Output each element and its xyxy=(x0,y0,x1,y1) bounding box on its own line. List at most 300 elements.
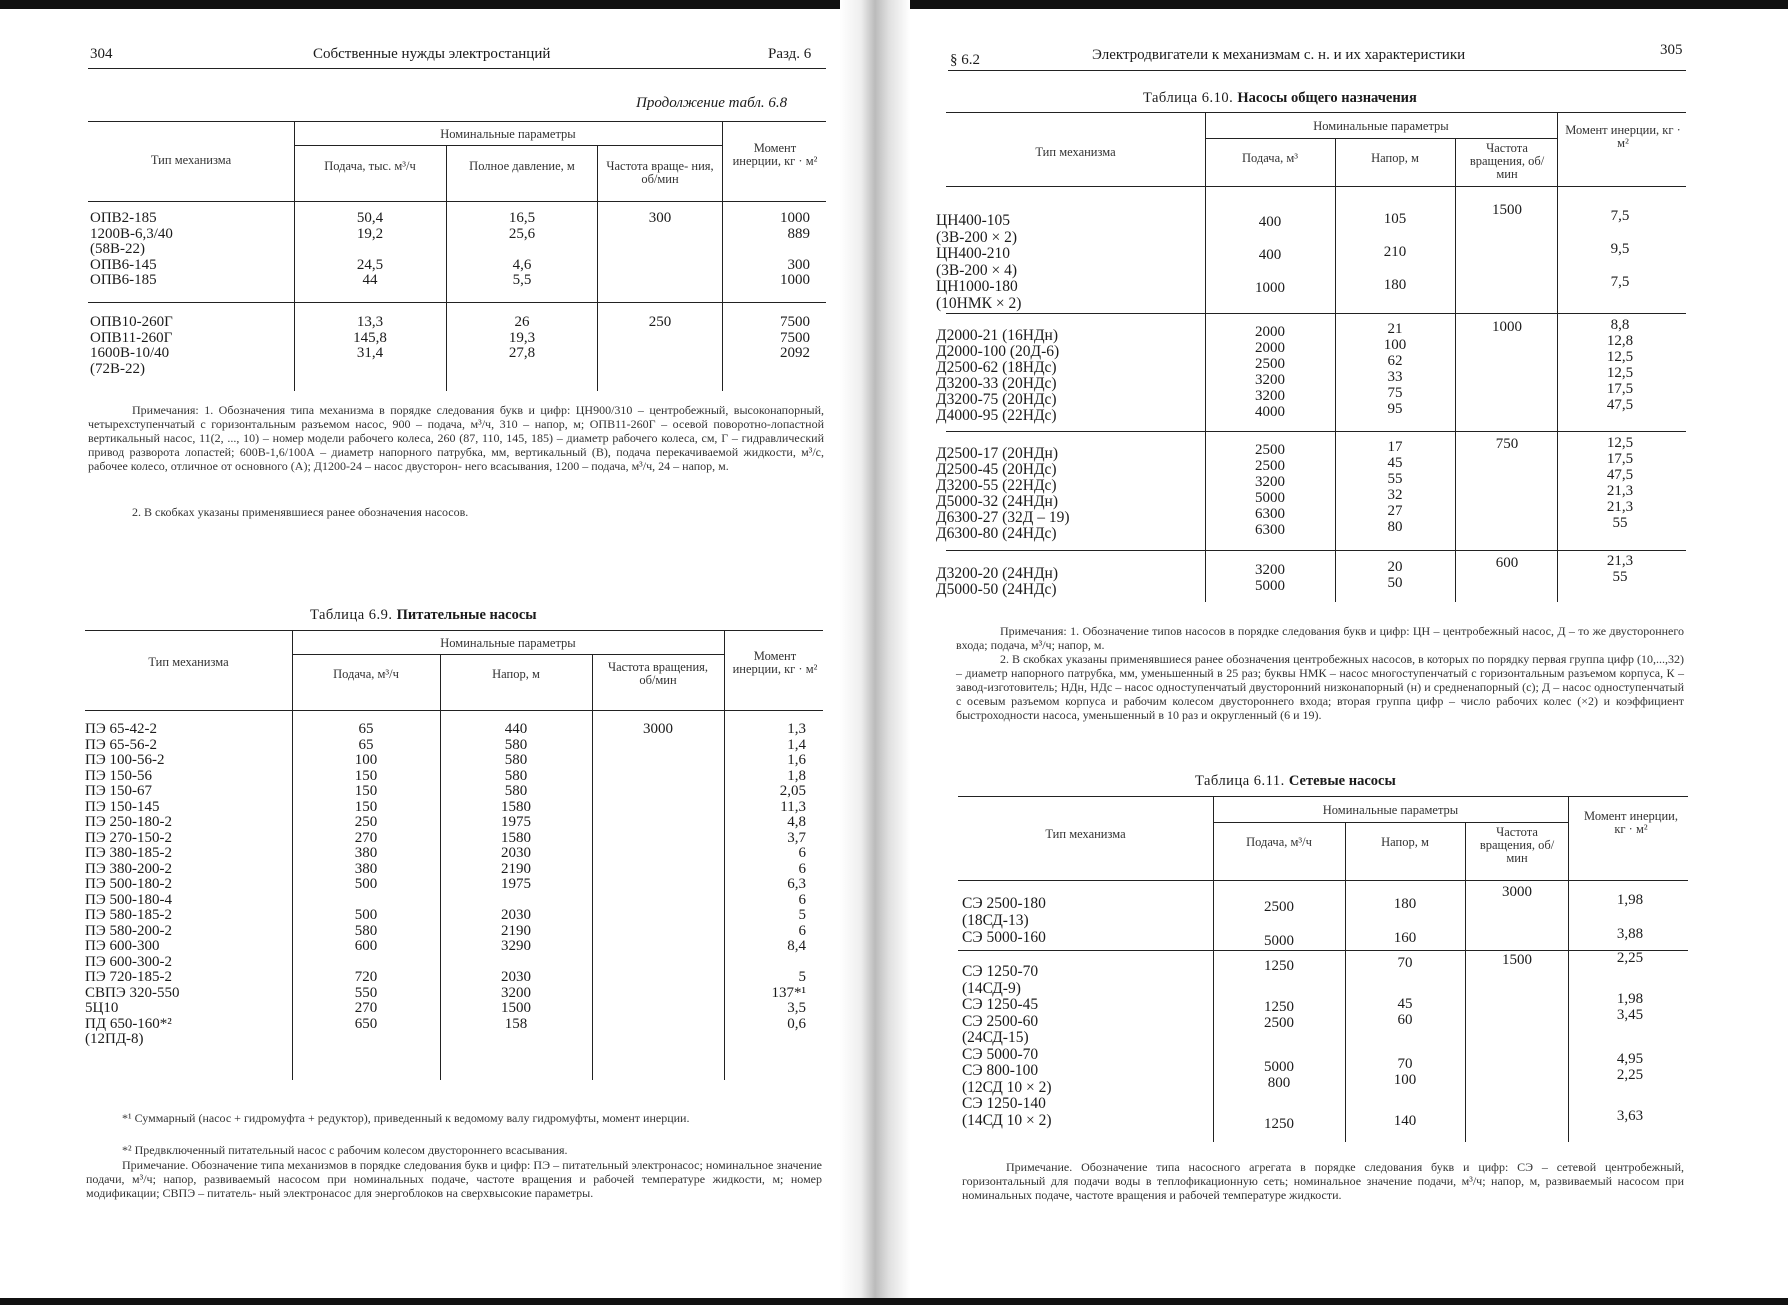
value-cell: 2030 xyxy=(501,845,531,861)
mechanism-type: ПЭ 580-200-2 xyxy=(85,922,172,939)
value-cell: 100 xyxy=(1383,337,1407,353)
col-header-inertia: Момент инерции, кг · м² xyxy=(732,141,818,168)
mechanism-type: СЭ 5000-160 xyxy=(962,929,1046,946)
freq-cell: 3000 xyxy=(643,721,673,737)
value-cell: 500 xyxy=(354,876,378,892)
book-gutter xyxy=(840,0,910,1305)
col-rule xyxy=(1465,822,1466,1142)
table-top-rule xyxy=(946,112,1686,113)
inertia-cells xyxy=(1580,317,1660,413)
value-cell: 5,5 xyxy=(512,272,532,288)
mechanism-type: ПЭ 150-67 xyxy=(85,783,152,799)
col-header-type: Тип механизма xyxy=(150,153,232,167)
value-cell: 1000 xyxy=(1255,280,1285,296)
value-cell: 1,98 xyxy=(1616,990,1644,1007)
col-rule xyxy=(1205,112,1206,602)
value-cell: 1975 xyxy=(501,876,531,892)
left-section: Разд. 6 xyxy=(768,46,812,62)
mechanism-type: ЦН400-210 xyxy=(936,245,1011,262)
freq-cell: 600 xyxy=(1495,555,1519,571)
value-cell: 1,4 xyxy=(787,736,806,753)
mechanism-type: ПЭ 500-180-2 xyxy=(85,876,172,892)
value-cell: 55 xyxy=(1387,471,1403,487)
spacer xyxy=(1236,975,1322,999)
table-top-rule xyxy=(85,630,823,631)
value-cell: 550 xyxy=(354,984,378,1001)
value-cell: 105 xyxy=(1383,211,1407,227)
mechanism-type: Д6300-27 (32Д – 19) xyxy=(936,509,1070,526)
caption-title: Питательные насосы xyxy=(396,607,537,623)
blank-cell xyxy=(458,242,586,258)
col-rule xyxy=(722,121,723,391)
mechanism-type: Д3200-20 (24НДн) xyxy=(936,565,1058,582)
mechanism-type: Д3200-33 (20НДс) xyxy=(936,375,1057,392)
value-cell: 12,5 xyxy=(1606,435,1634,451)
scan-edge-bottom xyxy=(0,1298,1788,1305)
caption-title: Сетевые насосы xyxy=(1288,773,1396,789)
value-cell: 21,3 xyxy=(1606,499,1634,515)
mechanism-type: ПЭ 380-200-2 xyxy=(85,860,172,877)
value-cell: 3,63 xyxy=(1616,1107,1644,1124)
mechanism-type: ЦН400-105 xyxy=(936,212,1011,229)
table-6-9-caption xyxy=(310,607,537,624)
inertia-cells xyxy=(1590,950,1670,1124)
value-cell: 3200 xyxy=(1255,372,1285,388)
table-row xyxy=(90,211,173,289)
value-cell: 800 xyxy=(1267,1075,1291,1091)
value-cell: 2190 xyxy=(501,860,531,877)
mechanism-type: (24СД-15) xyxy=(962,1029,1029,1046)
mechanism-type: ПЭ 250-180-2 xyxy=(85,814,172,830)
col-header-nominal: Номинальные параметры xyxy=(440,636,576,650)
value-cell: 2,25 xyxy=(1616,1067,1644,1083)
table-6-10-note-2: 2. В скобках указаны применявшиеся ранее обозначения центробежных насосов, в которых по порядку первая группа цифр (10,...,32) – диаметр напорного патрубка, мм, уменьшенный в 25 раз; буквы НМК – насос многоступенчатый с горизонтальным разъемом корпуса, К – завод-изготовитель; НДн, НДс – насос одноступенчатый двусторонний низконапорный (н) и средненапорный (с); Д – насос одноступенчатый с осевым разъемом корпуса и рабочим колесом двустороннего входа; вторая группа цифр – число рабочих колес (×2) и коэффициент быстроходности насоса, уменьшенный в 10 раз и округленный (6 и 19). xyxy=(956,652,1684,722)
value-cell: 600 xyxy=(354,938,378,954)
value-cell: 2,25 xyxy=(1616,950,1644,966)
mechanism-type: ПЭ 600-300 xyxy=(85,938,160,954)
mechanism-type: СЭ 5000-70 xyxy=(962,1045,1039,1063)
value-cell: 21,3 xyxy=(1606,553,1634,569)
mechanism-type: (14СД-9) xyxy=(962,979,1021,997)
value-cell: 5000 xyxy=(1255,578,1285,594)
table-sub-rule xyxy=(292,654,724,655)
col-header-type: Тип механизма xyxy=(148,655,229,669)
head-cells xyxy=(1372,887,1438,955)
value-cell: 6 xyxy=(798,860,806,877)
value-cell: 2030 xyxy=(501,969,531,985)
value-cell: 889 xyxy=(787,225,810,242)
mechanism-type: Д3200-75 (20НДс) xyxy=(936,391,1057,408)
freq-cell: 1500 xyxy=(1502,952,1532,968)
inertia-cells xyxy=(740,315,810,362)
value-cell: 9,5 xyxy=(1610,241,1630,257)
value-cell: 45 xyxy=(1397,995,1413,1012)
col-header-freq: Частота вращения, об/мин xyxy=(1479,825,1555,865)
value-cell: 1250 xyxy=(1264,998,1294,1015)
value-cell: 300 xyxy=(787,256,810,273)
blank-cell xyxy=(736,955,806,971)
col-header-feed: Подача, м³ xyxy=(1241,151,1299,165)
value-cell: 100 xyxy=(354,752,378,768)
mechanism-type: ПЭ 150-56 xyxy=(85,767,152,784)
value-cell: 1500 xyxy=(501,1000,531,1016)
mechanism-type: СЭ 2500-180 xyxy=(962,895,1046,912)
value-cell: 5000 xyxy=(1264,933,1294,949)
mechanism-type: СЭ 800-100 xyxy=(962,1062,1039,1079)
value-cell: 3,88 xyxy=(1616,926,1644,942)
mechanism-type: Д5000-50 (24НДс) xyxy=(936,581,1057,598)
inertia-cells xyxy=(740,211,810,289)
left-page-number: 304 xyxy=(90,46,113,62)
table-6-11-caption xyxy=(1195,773,1396,790)
footnote-1: *¹ Суммарный (насос + гидромуфта + редуктор), приведенный к ведомому валу гидромуфты, момент инерции. xyxy=(122,1111,690,1125)
value-cell: 2000 xyxy=(1255,340,1285,356)
head-cells xyxy=(1360,203,1430,302)
mechanism-type: СЭ 2500-60 xyxy=(962,1012,1039,1030)
mechanism-type: ОПВ10-260Г xyxy=(90,314,173,330)
caption-prefix: Таблица 6.9. xyxy=(310,607,393,623)
spacer xyxy=(1590,1084,1670,1108)
value-cell: 65 xyxy=(358,721,374,737)
blank-cell xyxy=(306,242,434,258)
value-cell: 4,6 xyxy=(512,256,532,273)
table-header-rule xyxy=(946,186,1686,187)
value-cell: 6300 xyxy=(1255,506,1285,522)
value-cell: 19,2 xyxy=(356,225,384,242)
value-cell: 21,3 xyxy=(1606,483,1634,499)
value-cell: 31,4 xyxy=(356,345,384,361)
table-header-rule xyxy=(958,880,1688,881)
mechanism-type: (12ПД-8) xyxy=(85,1031,144,1047)
caption-title: Насосы общего назначения xyxy=(1237,90,1417,106)
value-cell: 270 xyxy=(354,829,378,846)
col-header-feed: Подача, тыс. м³/ч xyxy=(324,159,416,173)
caption-prefix: Таблица 6.10. xyxy=(1143,90,1234,106)
feed-column xyxy=(318,722,414,1032)
value-cell: 20 xyxy=(1387,559,1403,575)
mechanism-type: Д3200-55 (22НДс) xyxy=(936,477,1057,494)
value-cell: 27,8 xyxy=(508,345,536,361)
col-rule xyxy=(1345,822,1346,1142)
col-header-freq: Частота враще- ния, об/мин xyxy=(606,159,714,186)
value-cell: 3200 xyxy=(1255,474,1285,490)
value-cell: 580 xyxy=(504,752,528,768)
col-header-type: Тип механизма xyxy=(1035,145,1116,159)
mechanism-type: 1200В-6,3/40 xyxy=(90,225,173,242)
value-cell: 180 xyxy=(1383,277,1407,293)
mechanism-type: ЦН1000-180 xyxy=(936,278,1018,295)
inertia-cells xyxy=(1580,200,1660,299)
value-cell: 5 xyxy=(798,907,806,923)
value-cell: 400 xyxy=(1258,214,1282,230)
pressure-cells xyxy=(458,211,586,289)
col-rule xyxy=(294,121,295,391)
value-cell: 180 xyxy=(1393,896,1417,912)
value-cell: 500 xyxy=(354,907,378,923)
value-cell: 270 xyxy=(354,1000,378,1016)
value-cell: 24,5 xyxy=(356,256,384,273)
value-cell: 6 xyxy=(798,922,806,939)
value-cell: 70 xyxy=(1397,1055,1413,1072)
table-top-rule xyxy=(958,796,1688,797)
table-header-rule xyxy=(85,710,823,711)
head-column xyxy=(470,722,562,1032)
col-header-type: Тип механизма xyxy=(1045,827,1126,841)
value-cell: 1,98 xyxy=(1616,892,1644,908)
value-cell: 32 xyxy=(1387,487,1403,503)
mechanism-type: ПЭ 500-180-4 xyxy=(85,891,172,908)
value-cell: 12,5 xyxy=(1606,349,1634,365)
freq-cell: 1000 xyxy=(1492,319,1522,335)
freq-cell: 3000 xyxy=(1502,884,1532,900)
type-group xyxy=(962,895,1046,946)
mechanism-type: Д6300-80 (24НДс) xyxy=(936,525,1057,542)
table-6-8-note: Примечания: 1. Обозначения типа механизма в порядке следования букв и цифр: ЦН900/310 – центробежный, высоконапорный, четырехступенчатый с горизонтальным разъемом насос, 900 – подача, м³/ч, 310 – напор, м; ОПВ11-260Г – осевой поворотно-лопастной вертикальный насос, 11(2, ..., 10) – номер модели рабочего колеса, 260 (87, 110, 145, 185) – диаметр рабочего колеса, см, Г – гидравлический привод разворота лопастей; 600В-1,6/100А – диаметр напорного патрубка, мм, вертикальный (В), подача перекачиваемой жидкости, м³/с, рабочее колесо, отличное от основного (А); Д1200-24 – насос двусторон- него всасывания, 1200 – подача, м³/ч, 24 – напор, м. xyxy=(88,403,824,473)
mechanism-type: (3В-200 × 4) xyxy=(936,261,1018,279)
mechanism-type: (14СД 10 × 2) xyxy=(962,1111,1052,1129)
value-cell: 65 xyxy=(358,736,374,753)
feed-cells xyxy=(1230,206,1310,305)
value-cell: 150 xyxy=(354,798,378,815)
col-rule xyxy=(1335,138,1336,602)
table-6-10-caption xyxy=(1143,90,1417,107)
mechanism-type: ПЭ 270-150-2 xyxy=(85,829,172,846)
mechanism-type: (58В-22) xyxy=(90,241,145,257)
value-cell: 2190 xyxy=(501,922,531,939)
mechanism-type: (3В-200 × 2) xyxy=(936,228,1018,246)
value-cell: 75 xyxy=(1387,385,1403,401)
value-cell: 6,3 xyxy=(787,876,806,892)
col-header-inertia: Момент инерции, кг · м² xyxy=(1584,809,1678,836)
value-cell: 2500 xyxy=(1255,356,1285,372)
mechanism-type: ПЭ 720-185-2 xyxy=(85,969,172,985)
mechanism-type: Д4000-95 (22НДс) xyxy=(936,407,1057,424)
value-cell: 50 xyxy=(1387,575,1403,591)
mechanism-type: ОПВ2-185 xyxy=(90,210,157,226)
spacer xyxy=(1372,972,1438,996)
value-cell: 580 xyxy=(504,736,528,753)
pressure-cells xyxy=(458,315,586,362)
value-cell: 0,6 xyxy=(787,1015,806,1032)
value-cell: 140 xyxy=(1393,1112,1417,1129)
type-column xyxy=(85,722,180,1048)
table-sub-rule xyxy=(1213,822,1568,823)
value-cell: 3,5 xyxy=(787,1000,806,1016)
col-rule xyxy=(1455,138,1456,602)
mechanism-type: ОПВ11-260Г xyxy=(90,329,173,346)
col-rule xyxy=(1568,796,1569,1142)
col-rule xyxy=(1557,112,1558,602)
spacer xyxy=(1590,1024,1670,1051)
value-cell: 4,8 xyxy=(787,814,806,830)
mechanism-type: ОПВ6-145 xyxy=(90,256,157,273)
value-cell: 33 xyxy=(1387,369,1403,385)
table-sub-rule xyxy=(1205,138,1557,139)
spacer xyxy=(1372,1029,1438,1056)
mechanism-type: (18СД-13) xyxy=(962,912,1029,929)
right-page-number: 305 xyxy=(1660,42,1683,58)
col-header-inertia: Момент инерции, кг · м² xyxy=(732,649,818,676)
col-header-feed: Подача, м³/ч xyxy=(1246,835,1312,849)
value-cell: 27 xyxy=(1387,503,1403,519)
value-cell: 60 xyxy=(1397,1012,1413,1028)
value-cell: 210 xyxy=(1383,244,1407,260)
value-cell: 5000 xyxy=(1255,490,1285,506)
mechanism-type: СЭ 1250-45 xyxy=(962,996,1039,1013)
feed-cells xyxy=(306,211,434,289)
feed-cells xyxy=(1236,958,1322,1132)
value-cell: 47,5 xyxy=(1606,467,1634,483)
mechanism-type: 5Ц10 xyxy=(85,1000,119,1016)
mechanism-type: ПЭ 380-185-2 xyxy=(85,845,172,861)
value-cell: 150 xyxy=(354,783,378,799)
col-header-nominal: Номинальные параметры xyxy=(1322,803,1459,817)
type-group xyxy=(962,964,1052,1129)
inertia-column xyxy=(736,722,806,1032)
value-cell: 580 xyxy=(354,922,378,939)
mechanism-type: Д2000-21 (16НДн) xyxy=(936,327,1058,344)
header-rule xyxy=(948,70,1686,71)
mechanism-type: ПЭ 65-42-2 xyxy=(85,721,157,737)
mechanism-type: ПЭ 150-145 xyxy=(85,798,160,815)
head-cells xyxy=(1360,439,1430,535)
value-cell: 580 xyxy=(504,767,528,784)
value-cell: 70 xyxy=(1397,955,1413,971)
mechanism-type: Д2500-17 (20НДн) xyxy=(936,445,1058,462)
value-cell: 12,8 xyxy=(1606,333,1634,349)
value-cell: 11,3 xyxy=(780,798,806,815)
mechanism-type: 1600В-10/40 xyxy=(90,345,170,361)
value-cell: 1975 xyxy=(501,814,531,830)
blank-cell xyxy=(740,242,810,258)
col-rule xyxy=(440,654,441,1080)
value-cell: 2,05 xyxy=(779,783,806,799)
value-cell: 1250 xyxy=(1264,958,1294,974)
value-cell: 2092 xyxy=(780,345,810,361)
head-cells xyxy=(1360,321,1430,417)
col-rule xyxy=(592,654,593,1080)
value-cell: 160 xyxy=(1393,930,1417,946)
group-rule xyxy=(946,313,1686,314)
value-cell: 45 xyxy=(1387,455,1403,471)
value-cell: 55 xyxy=(1612,515,1628,531)
mechanism-type: СЭ 1250-140 xyxy=(962,1095,1046,1112)
table-6-10-note: Примечания: 1. Обозначение типов насосов в порядке следования букв и цифр: ЦН – центробежный насос, Д – то же двустороннего входа; подача, м³/ч; напор, м. xyxy=(956,624,1684,652)
inertia-cells xyxy=(1580,435,1660,531)
value-cell: 1580 xyxy=(501,829,531,846)
feed-cells xyxy=(306,315,434,362)
value-cell: 16,5 xyxy=(508,210,536,226)
blank-cell xyxy=(318,893,414,909)
feed-cells xyxy=(1236,890,1322,958)
value-cell: 6300 xyxy=(1255,522,1285,538)
value-cell: 3200 xyxy=(501,984,531,1001)
right-running-title: Электродвигатели к механизмам с. н. и их характеристики xyxy=(1092,47,1466,63)
table-6-9-note: Примечание. Обозначение типа механизмов в порядке следования букв и цифр: ПЭ – питательный электронасос; номинальное значение подачи, м³/ч; напор, развиваемый насосом при номинальных подаче, частоте вращения и рабочей температуре жидкости, м; номер модификации; СВПЭ – питатель- ный электронасос для энергоблоков на сверхвысокие параметры. xyxy=(86,1158,822,1200)
mechanism-type: (12СД 10 × 2) xyxy=(962,1078,1052,1096)
col-rule xyxy=(724,630,725,1080)
col-header-feed: Подача, м³/ч xyxy=(333,667,399,681)
value-cell: 380 xyxy=(354,860,378,877)
value-cell: 1000 xyxy=(780,272,810,288)
value-cell: 7500 xyxy=(780,314,810,330)
value-cell: 580 xyxy=(504,783,528,799)
feed-cells xyxy=(1230,324,1310,420)
value-cell: 50,4 xyxy=(356,210,384,226)
freq-cell: 300 xyxy=(648,210,672,226)
head-cells xyxy=(1360,559,1430,591)
freq-cell: 1500 xyxy=(1492,202,1522,218)
col-header-freq: Частота вращения, об/мин xyxy=(1469,141,1545,181)
mechanism-type: Д2000-100 (20Д-6) xyxy=(936,343,1060,360)
value-cell: 12,5 xyxy=(1606,365,1634,381)
value-cell: 2500 xyxy=(1264,1015,1294,1031)
type-group xyxy=(936,328,1059,424)
col-header-nominal: Номинальные параметры xyxy=(1313,119,1449,133)
table-6-11-note: Примечание. Обозначение типа насосного агрегата в порядке следования букв и цифр: СЭ – сетевой центробежный, горизонтальный для подачи воды в теплофикационную сеть; номинальное значение подачи, м³/ч; напор, м, развиваемый насосом при номинальных подаче, частоте вращения и рабочей температуре жидкости. xyxy=(962,1160,1684,1202)
value-cell: 2000 xyxy=(1255,324,1285,340)
value-cell: 4,95 xyxy=(1616,1050,1644,1067)
value-cell: 650 xyxy=(354,1015,378,1032)
value-cell: 8,4 xyxy=(787,938,806,954)
value-cell: 1000 xyxy=(780,210,810,226)
table-top-rule xyxy=(88,121,826,122)
value-cell: 2030 xyxy=(501,907,531,923)
mechanism-type: ОПВ6-185 xyxy=(90,272,157,288)
freq-cell: 750 xyxy=(1495,436,1519,452)
value-cell: 3200 xyxy=(1255,562,1285,578)
col-header-nominal: Номинальные параметры xyxy=(440,127,576,141)
table-row xyxy=(90,315,173,377)
mechanism-type: (10НМК × 2) xyxy=(936,294,1022,312)
table-6-8-note-2: 2. В скобках указаны применявшиеся ранее обозначения насосов. xyxy=(132,505,469,519)
left-running-title: Собственные нужды электростанций xyxy=(313,46,551,62)
value-cell: 2500 xyxy=(1264,899,1294,915)
value-cell: 3200 xyxy=(1255,388,1285,404)
mechanism-type: ПЭ 580-185-2 xyxy=(85,907,172,923)
value-cell: 1,8 xyxy=(787,767,806,784)
mechanism-type: Д2500-45 (20НДс) xyxy=(936,461,1057,478)
value-cell: 380 xyxy=(354,845,378,861)
value-cell: 2500 xyxy=(1255,442,1285,458)
value-cell: 1250 xyxy=(1264,1115,1294,1132)
type-group xyxy=(936,446,1070,542)
value-cell: 3290 xyxy=(501,938,531,954)
mechanism-type: СВПЭ 320-550 xyxy=(85,984,180,1001)
value-cell: 145,8 xyxy=(353,329,387,346)
inertia-cells xyxy=(1580,553,1660,585)
value-cell: 21 xyxy=(1387,321,1403,337)
feed-cells xyxy=(1230,442,1310,538)
mechanism-type: ПЭ 65-56-2 xyxy=(85,736,157,753)
value-cell: 13,3 xyxy=(356,314,384,330)
col-header-head: Напор, м xyxy=(1371,151,1419,165)
value-cell: 19,3 xyxy=(508,329,536,346)
col-header-freq: Частота вращения, об/мин xyxy=(607,660,709,687)
mechanism-type: СЭ 1250-70 xyxy=(962,963,1039,980)
value-cell: 400 xyxy=(1258,247,1282,263)
type-group xyxy=(936,213,1021,312)
value-cell: 62 xyxy=(1387,353,1403,369)
mechanism-type: (72В-22) xyxy=(90,360,145,377)
spacer xyxy=(1236,1092,1322,1116)
head-cells xyxy=(1372,955,1438,1129)
value-cell: 17,5 xyxy=(1606,451,1634,467)
mechanism-type: Д5000-32 (24НДн) xyxy=(936,493,1058,510)
value-cell: 7,5 xyxy=(1610,208,1630,224)
value-cell: 440 xyxy=(504,721,528,737)
value-cell: 17,5 xyxy=(1606,381,1634,397)
